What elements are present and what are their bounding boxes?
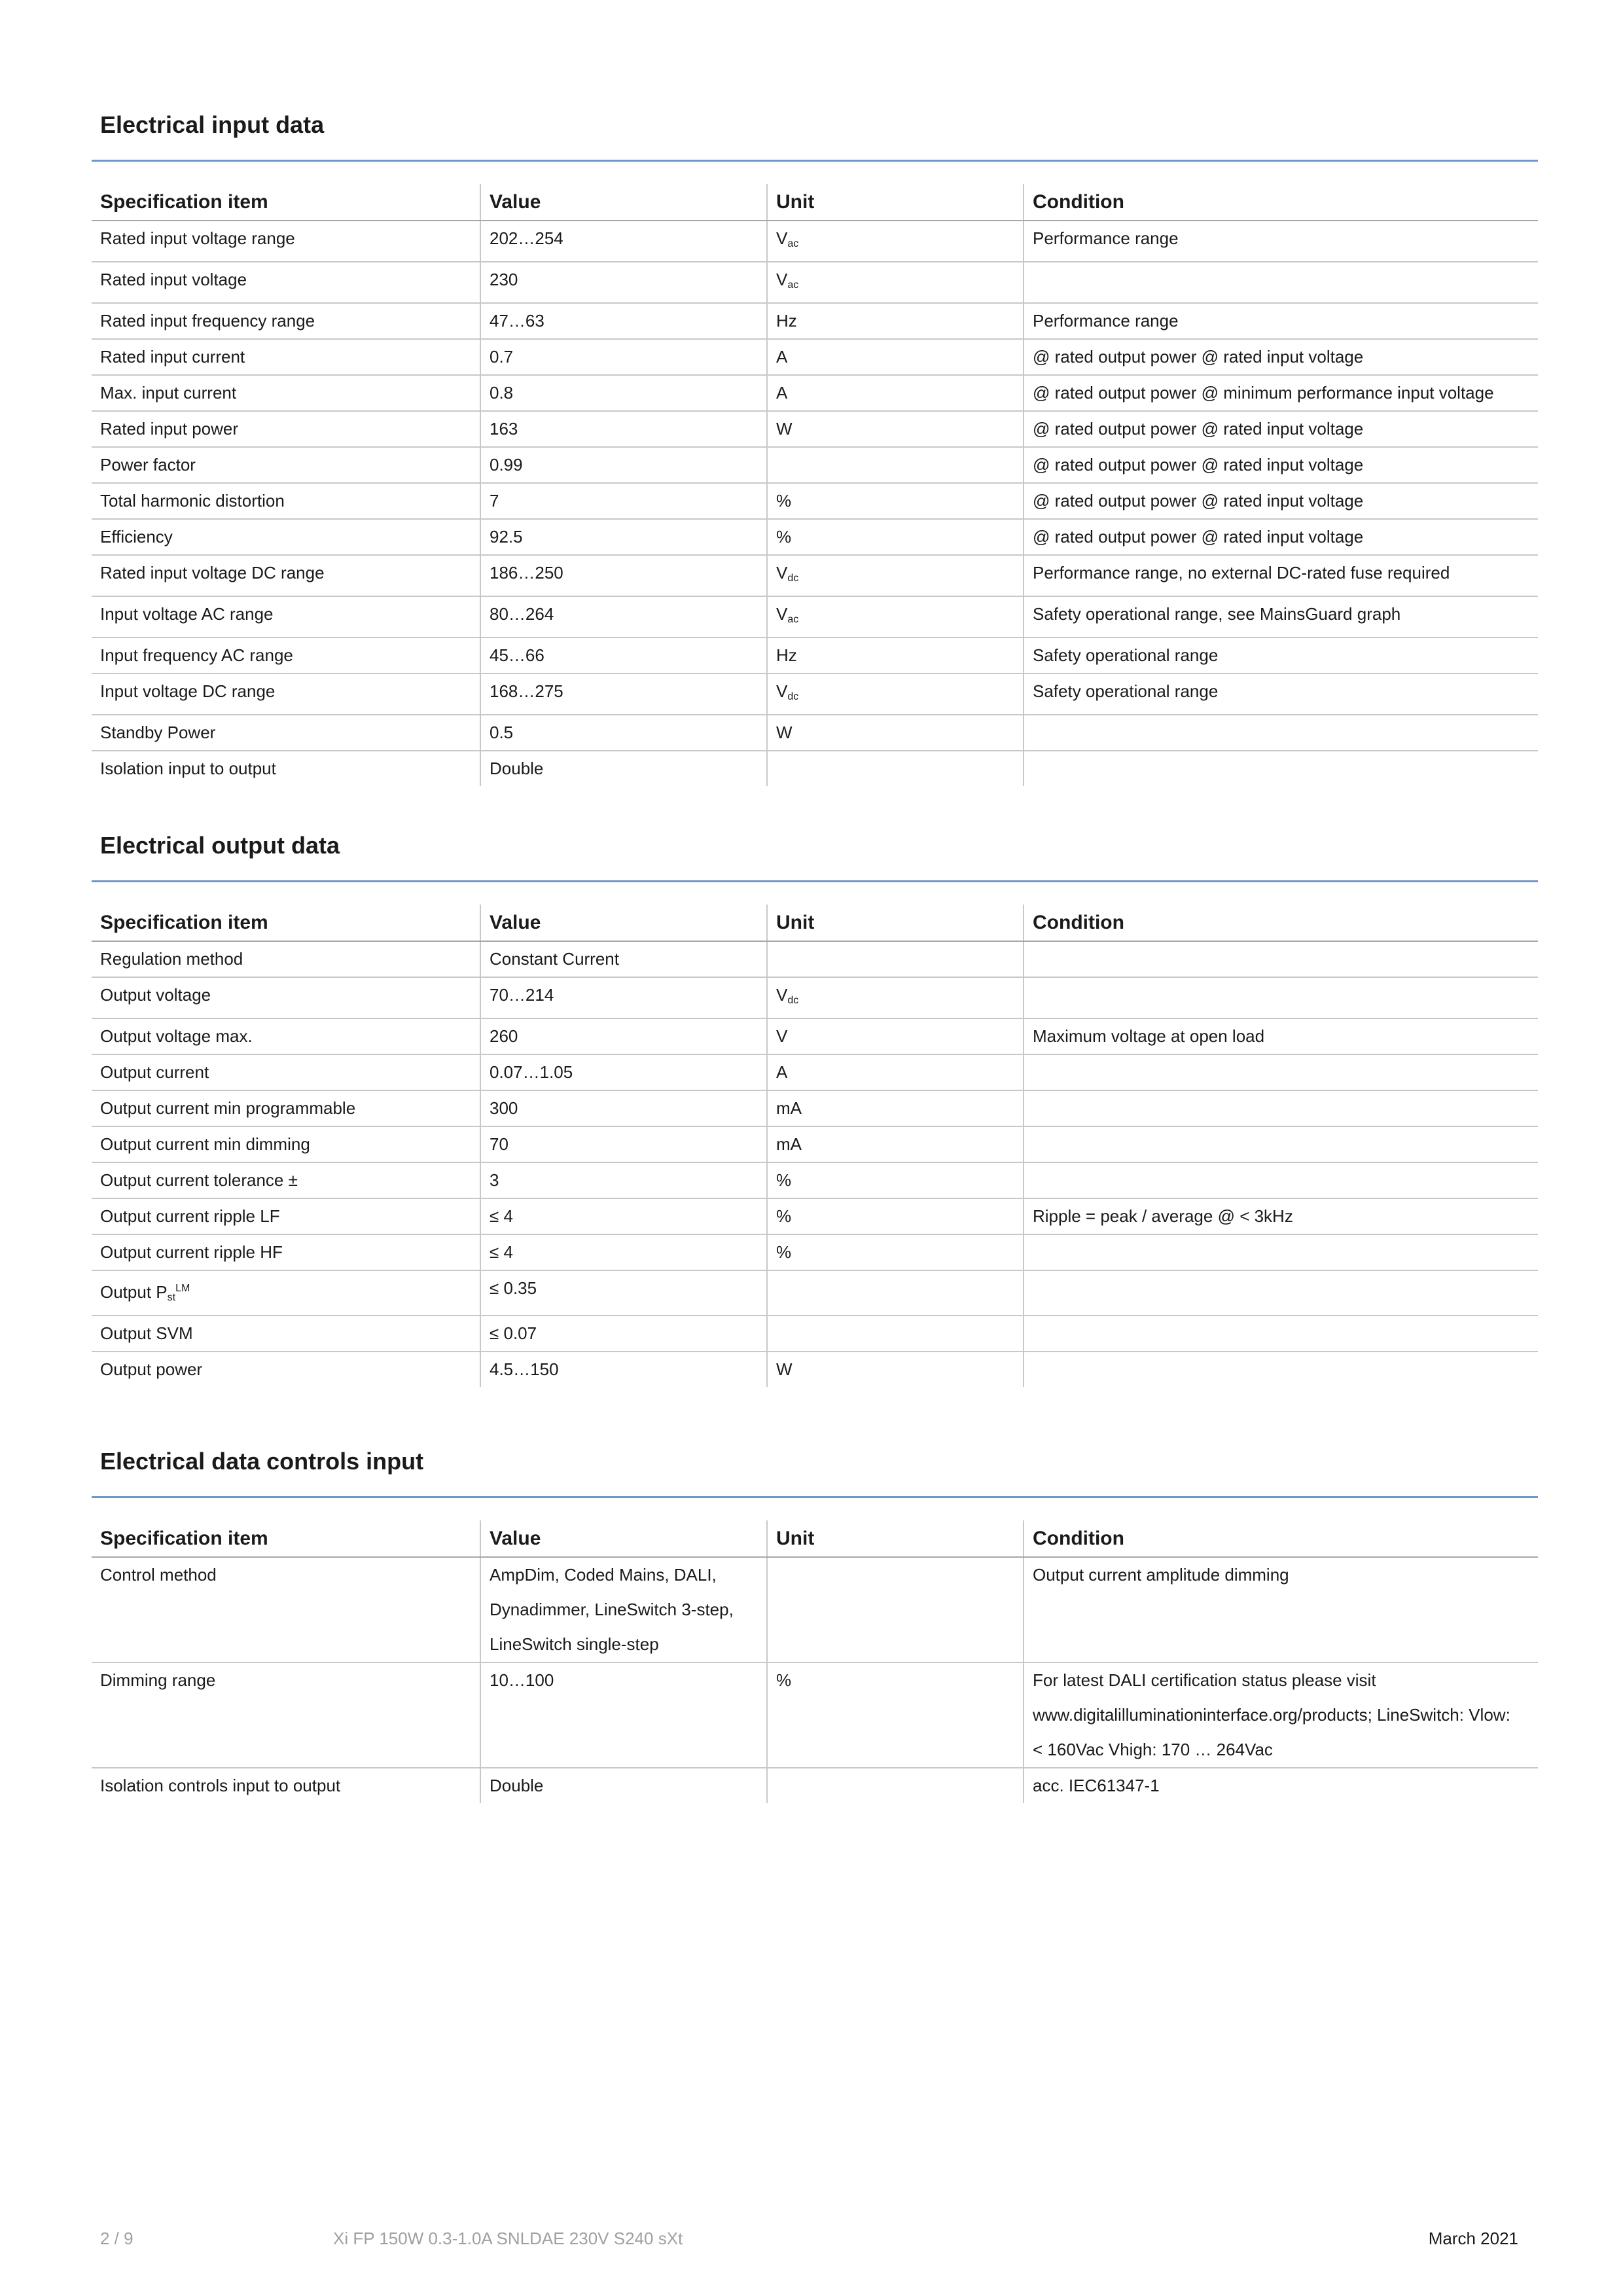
section-title: Electrical data controls input: [100, 1448, 424, 1475]
cell-unit: [767, 1162, 1024, 1198]
page-footer: [100, 2225, 1525, 2251]
unit-text: mA: [776, 1134, 802, 1154]
value-text: 47…63: [490, 311, 544, 331]
unit-text: A: [776, 347, 788, 367]
value-line: AmpDim, Coded Mains, DALI,: [490, 1565, 717, 1585]
value-text: 92.5: [490, 527, 523, 547]
cell-condition: [1024, 1316, 1538, 1352]
cell-condition: [1024, 715, 1538, 751]
cell-spec-item: [92, 637, 480, 673]
condition-line: Output current amplitude dimming: [1033, 1565, 1289, 1585]
unit-text: V: [776, 228, 788, 248]
spec-text: Output power: [100, 1359, 203, 1379]
condition-text: @ rated output power @ minimum performance input voltage: [1033, 383, 1494, 403]
cell-value: [480, 596, 767, 637]
spec-text: Output current min programmable: [100, 1098, 356, 1118]
value-line: LineSwitch single-step: [490, 1634, 659, 1654]
table-row: [92, 1198, 1538, 1234]
header-spec: Specification item: [92, 1520, 480, 1557]
table-row: [92, 1054, 1538, 1090]
spec-subscript: st: [167, 1292, 176, 1303]
cell-spec-item: [92, 715, 480, 751]
spec-text: Output voltage max.: [100, 1026, 253, 1046]
value-text: ≤ 0.07: [490, 1323, 537, 1343]
table-row: [92, 1768, 1538, 1803]
value-text: 300: [490, 1098, 518, 1118]
condition-text: @ rated output power @ rated input voltage: [1033, 455, 1364, 475]
cell-value: [480, 483, 767, 519]
cell-condition: [1024, 941, 1538, 977]
section-divider: [92, 160, 1538, 162]
spec-text: Output current min dimming: [100, 1134, 310, 1154]
cell-condition: [1024, 375, 1538, 411]
cell-spec-item: [92, 1162, 480, 1198]
value-line: Double: [490, 1776, 544, 1795]
cell-value: [480, 1316, 767, 1352]
unit-text: W: [776, 1359, 793, 1379]
spec-text: Output SVM: [100, 1323, 193, 1343]
spec-superscript: LM: [175, 1283, 190, 1294]
table-header-row: [92, 1520, 1538, 1557]
spec-text: Control method: [100, 1565, 217, 1585]
cell-spec-item: [92, 596, 480, 637]
cell-unit: [767, 262, 1024, 303]
cell-spec-item: [92, 447, 480, 483]
spec-table: [92, 184, 1538, 786]
value-text: Constant Current: [490, 949, 619, 969]
unit-text: W: [776, 419, 793, 439]
header-value: Value: [480, 184, 767, 221]
cell-condition: [1024, 1234, 1538, 1270]
header-unit: Unit: [767, 1520, 1024, 1557]
cell-condition: [1024, 447, 1538, 483]
cell-value: [480, 262, 767, 303]
unit-text: Hz: [776, 311, 797, 331]
document-date: March 2021: [1428, 2229, 1518, 2248]
table-row: [92, 555, 1538, 596]
cell-spec-item: [92, 1018, 480, 1054]
cell-unit: [767, 673, 1024, 715]
condition-text: Performance range: [1033, 311, 1179, 331]
cell-unit: [767, 483, 1024, 519]
cell-value: [480, 637, 767, 673]
cell-spec-item: [92, 411, 480, 447]
table-row: [92, 941, 1538, 977]
cell-unit: [767, 977, 1024, 1018]
cell-value: [480, 519, 767, 555]
cell-condition: [1024, 1162, 1538, 1198]
unit-text: %: [776, 1170, 792, 1190]
cell-spec-item: [92, 1234, 480, 1270]
unit-subscript: ac: [787, 614, 799, 625]
cell-spec-item: [92, 1352, 480, 1387]
header-value: Value: [480, 1520, 767, 1557]
table-row: [92, 977, 1538, 1018]
cell-unit: [767, 1316, 1024, 1352]
cell-unit: [767, 715, 1024, 751]
value-text: 0.99: [490, 455, 523, 475]
cell-condition: [1024, 221, 1538, 262]
cell-unit: [767, 1768, 1024, 1803]
cell-unit: [767, 1054, 1024, 1090]
unit-text: %: [776, 491, 792, 511]
value-text: 70…214: [490, 985, 554, 1005]
cell-condition: [1024, 483, 1538, 519]
cell-value: [480, 1662, 767, 1768]
cell-condition: [1024, 1352, 1538, 1387]
cell-value: [480, 1270, 767, 1316]
value-text: 0.07…1.05: [490, 1062, 573, 1082]
cell-condition: [1024, 673, 1538, 715]
spec-text: Rated input voltage: [100, 270, 247, 289]
table-row: [92, 303, 1538, 339]
value-line: 10…100: [490, 1670, 554, 1690]
cell-condition: [1024, 1768, 1538, 1803]
spec-text: Efficiency: [100, 527, 173, 547]
cell-spec-item: [92, 1198, 480, 1234]
cell-unit: [767, 1234, 1024, 1270]
table-row: [92, 483, 1538, 519]
table-row: [92, 1018, 1538, 1054]
section-title: Electrical input data: [100, 111, 325, 138]
spec-text: Isolation input to output: [100, 759, 276, 778]
value-text: 0.8: [490, 383, 514, 403]
unit-text: Hz: [776, 645, 797, 665]
condition-line: acc. IEC61347-1: [1033, 1776, 1160, 1795]
unit-text: %: [776, 1670, 792, 1690]
value-text: 202…254: [490, 228, 563, 248]
unit-text: V: [776, 563, 788, 583]
cell-unit: [767, 1090, 1024, 1126]
table-row: [92, 1662, 1538, 1768]
unit-text: W: [776, 723, 793, 742]
spec-text: Input voltage AC range: [100, 604, 274, 624]
condition-text: @ rated output power @ rated input voltage: [1033, 347, 1364, 367]
cell-spec-item: [92, 1662, 480, 1768]
unit-text: V: [776, 1026, 788, 1046]
spec-text: Max. input current: [100, 383, 237, 403]
table-body: [92, 1557, 1538, 1803]
section-divider: [92, 1496, 1538, 1498]
cell-unit: [767, 637, 1024, 673]
table-row: [92, 375, 1538, 411]
table-row: [92, 1557, 1538, 1662]
cell-spec-item: [92, 1090, 480, 1126]
value-text: ≤ 0.35: [490, 1278, 537, 1298]
value-text: Double: [490, 759, 544, 778]
table-body: [92, 941, 1538, 1387]
spec-text: Output current ripple HF: [100, 1242, 283, 1262]
unit-text: A: [776, 383, 788, 403]
unit-text: V: [776, 270, 788, 289]
value-text: 3: [490, 1170, 499, 1190]
condition-text: Ripple = peak / average @ < 3kHz: [1033, 1206, 1293, 1226]
condition-text: Performance range: [1033, 228, 1179, 248]
table-row: [92, 262, 1538, 303]
cell-value: [480, 339, 767, 375]
cell-value: [480, 1557, 767, 1662]
value-text: 0.7: [490, 347, 514, 367]
cell-spec-item: [92, 1316, 480, 1352]
value-text: 230: [490, 270, 518, 289]
cell-condition: [1024, 1126, 1538, 1162]
cell-unit: [767, 375, 1024, 411]
cell-condition: [1024, 637, 1538, 673]
cell-unit: [767, 1018, 1024, 1054]
cell-value: [480, 715, 767, 751]
table-row: [92, 637, 1538, 673]
spec-text: Input frequency AC range: [100, 645, 293, 665]
value-text: 260: [490, 1026, 518, 1046]
cell-spec-item: [92, 555, 480, 596]
cell-value: [480, 673, 767, 715]
cell-value: [480, 1768, 767, 1803]
header-value: Value: [480, 905, 767, 941]
spec-text: Power factor: [100, 455, 196, 475]
cell-condition: [1024, 339, 1538, 375]
spec-text: Output P: [100, 1282, 168, 1302]
cell-unit: [767, 411, 1024, 447]
cell-spec-item: [92, 1557, 480, 1662]
value-text: 168…275: [490, 681, 563, 701]
spec-text: Output current ripple LF: [100, 1206, 280, 1226]
condition-line: < 160Vac Vhigh: 170 … 264Vac: [1033, 1740, 1273, 1759]
spec-text: Rated input frequency range: [100, 311, 315, 331]
spec-text: Isolation controls input to output: [100, 1776, 341, 1795]
unit-text: V: [776, 985, 788, 1005]
condition-text: Safety operational range: [1033, 645, 1219, 665]
condition-text: Maximum voltage at open load: [1033, 1026, 1265, 1046]
cell-value: [480, 751, 767, 786]
cell-value: [480, 303, 767, 339]
table-row: [92, 447, 1538, 483]
header-spec: Specification item: [92, 905, 480, 941]
value-text: ≤ 4: [490, 1242, 513, 1262]
cell-condition: [1024, 596, 1538, 637]
cell-unit: [767, 1198, 1024, 1234]
unit-subscript: ac: [787, 279, 799, 291]
spec-text: Output current tolerance ±: [100, 1170, 298, 1190]
unit-text: %: [776, 1206, 792, 1226]
cell-spec-item: [92, 1768, 480, 1803]
cell-unit: [767, 1352, 1024, 1387]
table-row: [92, 1090, 1538, 1126]
cell-condition: [1024, 519, 1538, 555]
section-electrical-controls-input: [92, 1444, 1538, 1803]
cell-value: [480, 1090, 767, 1126]
value-text: 163: [490, 419, 518, 439]
unit-text: V: [776, 681, 788, 701]
table-row: [92, 339, 1538, 375]
cell-spec-item: [92, 339, 480, 375]
cell-value: [480, 1234, 767, 1270]
spec-text: Output current: [100, 1062, 209, 1082]
cell-spec-item: [92, 483, 480, 519]
condition-text: Safety operational range, see MainsGuard graph: [1033, 604, 1401, 624]
product-name: Xi FP 150W 0.3-1.0A SNLDAE 230V S240 sXt: [333, 2229, 683, 2248]
cell-unit: [767, 447, 1024, 483]
table-row: [92, 1352, 1538, 1387]
header-spec: Specification item: [92, 184, 480, 221]
header-condition: Condition: [1024, 184, 1538, 221]
header-unit: Unit: [767, 184, 1024, 221]
cell-spec-item: [92, 375, 480, 411]
value-text: 4.5…150: [490, 1359, 559, 1379]
cell-value: [480, 447, 767, 483]
table-row: [92, 519, 1538, 555]
cell-spec-item: [92, 751, 480, 786]
value-line: Dynadimmer, LineSwitch 3-step,: [490, 1600, 734, 1619]
spec-text: Rated input current: [100, 347, 245, 367]
spec-text: Input voltage DC range: [100, 681, 276, 701]
value-text: 186…250: [490, 563, 563, 583]
unit-text: mA: [776, 1098, 802, 1118]
table-row: [92, 1270, 1538, 1316]
cell-condition: [1024, 411, 1538, 447]
condition-line: For latest DALI certification status please visit: [1033, 1670, 1376, 1690]
cell-condition: [1024, 262, 1538, 303]
spec-table: [92, 905, 1538, 1387]
table-row: [92, 1126, 1538, 1162]
table-body: [92, 221, 1538, 786]
unit-text: V: [776, 604, 788, 624]
cell-value: [480, 1352, 767, 1387]
spec-text: Dimming range: [100, 1670, 216, 1690]
table-row: [92, 751, 1538, 786]
spec-text: Total harmonic distortion: [100, 491, 285, 511]
cell-spec-item: [92, 941, 480, 977]
cell-condition: [1024, 977, 1538, 1018]
unit-text: A: [776, 1062, 788, 1082]
table-row: [92, 715, 1538, 751]
header-condition: Condition: [1024, 905, 1538, 941]
cell-condition: [1024, 751, 1538, 786]
spec-text: Rated input power: [100, 419, 239, 439]
value-text: 0.5: [490, 723, 514, 742]
cell-spec-item: [92, 1126, 480, 1162]
table-row: [92, 411, 1538, 447]
cell-condition: [1024, 1270, 1538, 1316]
header-condition: Condition: [1024, 1520, 1538, 1557]
cell-value: [480, 977, 767, 1018]
cell-unit: [767, 519, 1024, 555]
spec-table: [92, 1520, 1538, 1803]
unit-subscript: dc: [787, 691, 799, 702]
spec-text: Rated input voltage range: [100, 228, 295, 248]
cell-spec-item: [92, 1054, 480, 1090]
section-electrical-output: [92, 828, 1538, 1387]
cell-spec-item: [92, 673, 480, 715]
condition-text: Performance range, no external DC-rated fuse required: [1033, 563, 1450, 583]
condition-line: www.digitalilluminationinterface.org/products; LineSwitch: Vlow:: [1033, 1705, 1510, 1725]
cell-unit: [767, 596, 1024, 637]
table-row: [92, 1162, 1538, 1198]
cell-spec-item: [92, 977, 480, 1018]
cell-unit: [767, 1557, 1024, 1662]
cell-unit: [767, 1126, 1024, 1162]
unit-subscript: dc: [787, 995, 799, 1006]
cell-value: [480, 1054, 767, 1090]
cell-unit: [767, 941, 1024, 977]
table-row: [92, 221, 1538, 262]
cell-condition: [1024, 1662, 1538, 1768]
condition-text: @ rated output power @ rated input voltage: [1033, 419, 1364, 439]
table-row: [92, 1234, 1538, 1270]
section-divider: [92, 880, 1538, 882]
unit-text: %: [776, 1242, 792, 1262]
cell-condition: [1024, 1198, 1538, 1234]
cell-spec-item: [92, 221, 480, 262]
value-text: 7: [490, 491, 499, 511]
table-row: [92, 673, 1538, 715]
header-unit: Unit: [767, 905, 1024, 941]
table-header-row: [92, 905, 1538, 941]
cell-value: [480, 1162, 767, 1198]
section-electrical-input: [92, 107, 1538, 786]
spec-text: Standby Power: [100, 723, 216, 742]
cell-value: [480, 375, 767, 411]
cell-value: [480, 1018, 767, 1054]
cell-condition: [1024, 1090, 1538, 1126]
value-text: 45…66: [490, 645, 544, 665]
cell-unit: [767, 303, 1024, 339]
cell-value: [480, 1126, 767, 1162]
cell-condition: [1024, 303, 1538, 339]
value-text: 80…264: [490, 604, 554, 624]
cell-value: [480, 221, 767, 262]
spec-text: Output voltage: [100, 985, 211, 1005]
cell-unit: [767, 751, 1024, 786]
cell-condition: [1024, 555, 1538, 596]
cell-value: [480, 411, 767, 447]
page-number: 2 / 9: [100, 2229, 134, 2248]
cell-spec-item: [92, 303, 480, 339]
section-title: Electrical output data: [100, 832, 340, 859]
cell-unit: [767, 1270, 1024, 1316]
cell-unit: [767, 221, 1024, 262]
table-row: [92, 596, 1538, 637]
condition-text: Safety operational range: [1033, 681, 1219, 701]
table-row: [92, 1316, 1538, 1352]
spec-text: Rated input voltage DC range: [100, 563, 325, 583]
value-text: ≤ 4: [490, 1206, 513, 1226]
cell-condition: [1024, 1054, 1538, 1090]
cell-spec-item: [92, 262, 480, 303]
cell-unit: [767, 555, 1024, 596]
condition-text: @ rated output power @ rated input voltage: [1033, 491, 1364, 511]
cell-unit: [767, 339, 1024, 375]
cell-value: [480, 555, 767, 596]
spec-text: Regulation method: [100, 949, 243, 969]
unit-text: %: [776, 527, 792, 547]
condition-text: @ rated output power @ rated input voltage: [1033, 527, 1364, 547]
cell-unit: [767, 1662, 1024, 1768]
cell-value: [480, 1198, 767, 1234]
unit-subscript: ac: [787, 238, 799, 249]
cell-condition: [1024, 1557, 1538, 1662]
cell-spec-item: [92, 1270, 480, 1316]
cell-value: [480, 941, 767, 977]
value-text: 70: [490, 1134, 508, 1154]
unit-subscript: dc: [787, 573, 799, 584]
table-header-row: [92, 184, 1538, 221]
cell-spec-item: [92, 519, 480, 555]
cell-condition: [1024, 1018, 1538, 1054]
